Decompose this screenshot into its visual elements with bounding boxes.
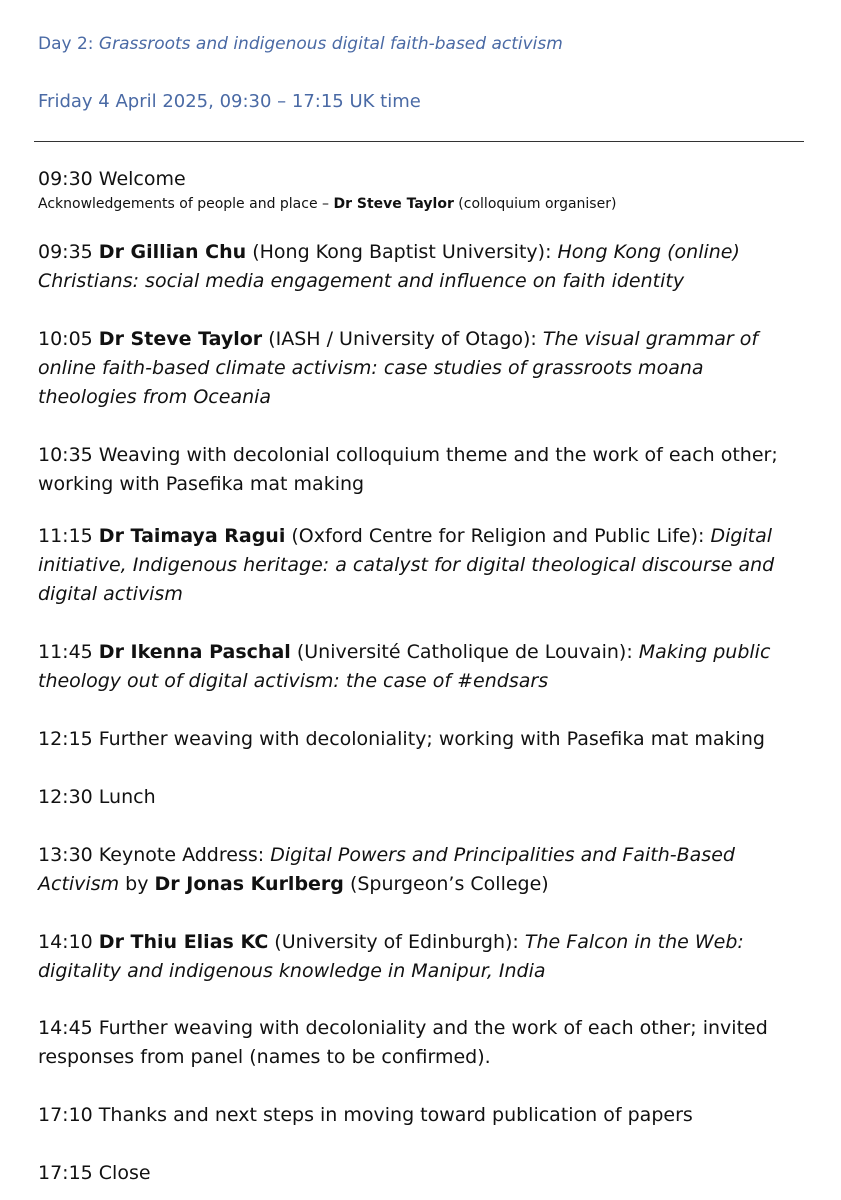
item-by: by xyxy=(119,873,155,895)
item-speaker: Dr Steve Taylor xyxy=(98,328,263,350)
schedule-item-1115 xyxy=(38,522,798,609)
item-speaker: Dr Taimaya Ragui xyxy=(98,525,286,547)
item-text: 10:35 Weaving with decolonial colloquium theme and the work of each other; xyxy=(38,444,778,466)
item-text: responses from panel (names to be confirmed). xyxy=(38,1046,491,1068)
item-speaker: Dr Ikenna Paschal xyxy=(98,641,291,663)
item-text: 12:30 Lunch xyxy=(38,786,156,808)
item-time: 09:35 xyxy=(38,241,99,263)
item-affiliation: (Hong Kong Baptist University): xyxy=(246,241,558,263)
item-text: 12:15 Further weaving with decoloniality; working with Pasefika mat making xyxy=(38,728,765,750)
schedule-item-welcome xyxy=(38,165,798,194)
welcome-title: 09:30 Welcome xyxy=(38,168,186,190)
item-time: 13:30 Keynote Address: xyxy=(38,844,271,866)
item-time: 11:45 xyxy=(38,641,99,663)
item-title: The Falcon in the Web: xyxy=(524,931,744,953)
schedule-item-1230 xyxy=(38,783,798,812)
item-title: initiative, Indigenous heritage: a catalyst for digital theological discourse and xyxy=(38,554,775,576)
item-time: 10:05 xyxy=(38,328,99,350)
schedule-item-1215 xyxy=(38,725,798,754)
item-title: Making public xyxy=(638,641,771,663)
item-title: theologies from Oceania xyxy=(38,386,272,408)
item-title: digital activism xyxy=(38,583,183,605)
acknowledgement-line xyxy=(38,196,616,212)
schedule-item-1005 xyxy=(38,325,798,412)
item-affiliation: (University of Edinburgh): xyxy=(268,931,525,953)
item-text: 14:45 Further weaving with decoloniality and the work of each other; invited xyxy=(38,1017,768,1039)
schedule-item-1410 xyxy=(38,928,798,986)
item-title: Digital xyxy=(710,525,773,547)
schedule-item-1445 xyxy=(38,1014,798,1072)
item-title: Christians: social media engagement and influence on faith identity xyxy=(38,270,685,292)
day-theme: Grassroots and indigenous digital faith-based activism xyxy=(98,34,563,54)
item-title: Digital Powers and Principalities and Faith-Based xyxy=(270,844,735,866)
item-text: 17:10 Thanks and next steps in moving toward publication of papers xyxy=(38,1104,693,1126)
divider-line xyxy=(34,141,804,142)
item-title: theology out of digital activism: the case of #endsars xyxy=(38,670,549,692)
ack-text: Acknowledgements of people and place – xyxy=(38,196,334,212)
schedule-item-1035 xyxy=(38,441,798,499)
item-speaker: Dr Jonas Kurlberg xyxy=(154,873,344,895)
schedule-item-1710 xyxy=(38,1101,798,1130)
schedule-item-1145 xyxy=(38,638,798,696)
item-time: 14:10 xyxy=(38,931,99,953)
item-speaker: Dr Thiu Elias KC xyxy=(98,931,269,953)
ack-speaker: Dr Steve Taylor xyxy=(333,196,454,212)
item-time: 11:15 xyxy=(38,525,99,547)
item-affiliation: (Spurgeon’s College) xyxy=(343,873,549,895)
item-affiliation: (IASH / University of Otago): xyxy=(262,328,543,350)
item-title: Activism xyxy=(38,873,120,895)
schedule-item-1715 xyxy=(38,1159,798,1188)
ack-role: (colloquium organiser) xyxy=(453,196,617,212)
date-time-heading: Friday 4 April 2025, 09:30 – 17:15 UK time xyxy=(38,91,421,112)
item-title: The visual grammar of xyxy=(542,328,759,350)
item-text: working with Pasefika mat making xyxy=(38,473,365,495)
schedule-item-0935 xyxy=(38,238,798,296)
day-label: Day 2: xyxy=(38,34,99,54)
item-title: digitality and indigenous knowledge in Manipur, India xyxy=(38,960,546,982)
item-text: 17:15 Close xyxy=(38,1162,151,1184)
item-title: online faith-based climate activism: case studies of grassroots moana xyxy=(38,357,704,379)
item-title: Hong Kong (online) xyxy=(557,241,740,263)
item-affiliation: (Université Catholique de Louvain): xyxy=(290,641,639,663)
item-affiliation: (Oxford Centre for Religion and Public Life): xyxy=(285,525,711,547)
day-heading xyxy=(38,34,563,54)
item-speaker: Dr Gillian Chu xyxy=(98,241,247,263)
schedule-item-1330 xyxy=(38,841,798,899)
